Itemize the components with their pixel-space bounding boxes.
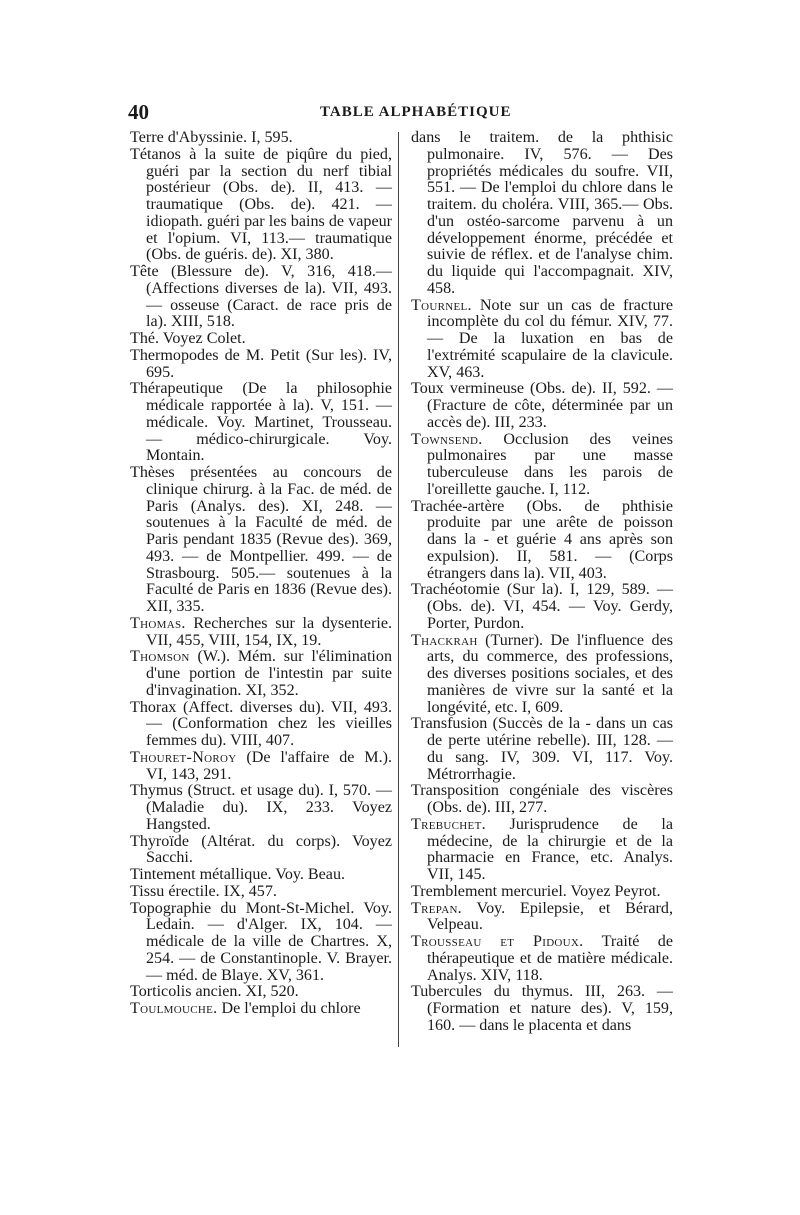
index-entry — [130, 783, 392, 833]
index-entry — [130, 834, 392, 868]
index-entry — [130, 1001, 392, 1018]
column-divider — [398, 132, 399, 1047]
entry-text: (De l'affaire de M.). VI, 143, 291. — [146, 748, 392, 783]
entry-text: Thérapeutique (De la philosophie médicale rapportée à la). V, 151. — médicale. Voy. Martinet, Trousseau. — médico-chirurgicale. Voy. Montain. — [130, 380, 392, 465]
index-entry — [411, 432, 673, 499]
index-entry — [130, 700, 392, 750]
entry-text: Occlusion des veines pulmonaires par une masse tuberculeuse dans les parois de l'oreillette gauche. I, 112. — [427, 430, 673, 498]
index-entry — [130, 381, 392, 465]
index-entry — [411, 783, 673, 817]
entry-text: Tremblement mercuriel. Voyez Peyrot. — [411, 882, 661, 900]
index-entry — [411, 716, 673, 783]
entry-text: Note sur un cas de fracture incomplète du col du fémur. XIV, 77. — De la luxation en bas de l'extrémité scapulaire de la clavicule. XV, 463. — [427, 296, 673, 381]
index-entry — [411, 984, 673, 1034]
left-column — [130, 130, 392, 1215]
entry-text: Torticolis ancien. XI, 520. — [130, 983, 299, 1001]
index-entry — [411, 381, 673, 431]
entry-text: Transfusion (Succès de la - dans un cas de perte utérine rebelle). III, 128. — du sang. IV, 309. VI, 117. Voy. Métrorrhagie. — [411, 715, 673, 783]
index-entry — [411, 817, 673, 884]
entry-text: Topographie du Mont-St-Michel. Voy. Ledain. — d'Alger. IX, 104. — médicale de la ville de Chartres. X, 254. — de Constantinople. V. Brayer. — méd. de Blaye. XV, 361. — [130, 899, 392, 984]
entry-head: Thomson — [130, 648, 190, 666]
page-number: 40 — [128, 100, 149, 124]
entry-text: Trachée-artère (Obs. de phthisie produite par une arête de poisson dans la - et guérie 4 ans après son expulsion). II, 581. — (Corps étrangers dans la). VII, 403. — [411, 497, 673, 582]
entry-head: Trousseau et Pidoux. — [411, 933, 584, 950]
index-entry — [130, 901, 392, 985]
entry-text: Recherches sur la dysenterie. VII, 455, VIII, 154, IX, 19. — [146, 614, 392, 649]
entry-text: Thermopodes de M. Petit (Sur les). IV, 695. — [130, 346, 392, 381]
entry-text: Trachéotomie (Sur la). I, 129, 589. — (Obs. de). VI, 454. — Voy. Gerdy, Porter, Purdon. — [411, 581, 673, 632]
index-entry — [411, 934, 673, 984]
page-header — [0, 100, 800, 124]
entry-head: Trebuchet. — [411, 815, 486, 833]
entry-head: Townsend. — [411, 430, 483, 448]
index-entry — [130, 867, 392, 884]
index-entry — [130, 984, 392, 1001]
entry-text: De l'emploi du chlore — [217, 1000, 361, 1017]
entry-text: Tubercules du thymus. III, 263. — (Formation et nature des). V, 159, 160. — dans le placenta et dans — [411, 983, 673, 1034]
entry-text: Tétanos à la suite de piqûre du pied, guéri par la section du nerf tibial postérieur (Obs. de). II, 413. — traumatique (Obs. de). 421. — idiopath. guéri par les bains de vapeur et l'opium. VI, 113.— traumatique (Obs. de guéris. de). XI, 380. — [130, 145, 392, 264]
index-entry — [411, 901, 673, 935]
index-entry — [411, 884, 673, 901]
entry-head: Tournel. — [411, 296, 472, 314]
entry-text: Thé. Voyez Colet. — [130, 330, 246, 347]
index-entry — [130, 649, 392, 699]
index-entry — [411, 499, 673, 583]
entry-head: Thouret-Noroy — [130, 748, 237, 766]
entry-text: (W.). Mém. sur l'élimination d'une portion de l'intestin par suite d'invagination. XI, 352. — [146, 648, 392, 699]
right-column — [411, 130, 673, 1215]
entry-text: Jurisprudence de la médecine, de la chirurgie et de la pharmacie en France, etc. Analys. VII, 145. — [427, 815, 673, 883]
entry-text: Traité de thérapeutique et de matière médicale. Analys. XIV, 118. — [427, 933, 673, 984]
entry-text: Terre d'Abyssinie. I, 595. — [130, 129, 293, 146]
index-entry — [130, 465, 392, 616]
index-entry — [130, 750, 392, 784]
entry-text: Thyroïde (Altérat. du corps). Voyez Sacchi. — [130, 832, 392, 867]
index-entry — [130, 348, 392, 382]
entry-text: Thèses présentées au concours de clinique chirurg. à la Fac. de méd. de Paris (Analys. des). XI, 248. — soutenues à la Faculté de méd. de Paris pendant 1835 (Revue des). 369, 493. — de Montpellier. 499. — de Strasbourg. 505.— soutenues à la Faculté de Paris en 1836 (Revue des). XII, 335. — [130, 464, 392, 615]
index-entry — [130, 616, 392, 650]
entry-head: Thackrah — [411, 631, 478, 649]
index-entry — [130, 884, 392, 901]
index-entry — [411, 298, 673, 382]
entry-text: Tintement métallique. Voy. Beau. — [130, 866, 346, 883]
entry-text: Thorax (Affect. diverses du). VII, 493. — (Conformation chez les vieilles femmes du). VIII, 407. — [130, 698, 392, 749]
entry-text: Voy. Epilepsie, et Bérard, Velpeau. — [427, 899, 673, 934]
entry-text: Tissu érectile. IX, 457. — [130, 882, 277, 900]
index-entry — [411, 130, 673, 298]
entry-text: Tête (Blessure de). V, 316, 418.—(Affections diverses de la). VII, 493.— osseuse (Caract. de race pris de la). XIII, 518. — [130, 263, 392, 331]
index-entry — [130, 147, 392, 264]
running-head: TABLE ALPHABÉTIQUE — [320, 104, 512, 120]
entry-text: Transposition congéniale des viscères (Obs. de). III, 277. — [411, 782, 673, 816]
index-entry — [130, 130, 392, 147]
entry-text: dans le traitem. de la phthisic pulmonaire. IV, 576. — Des propriétés médicales du soufre. VII, 551. — De l'emploi du chlore dans le traitem. du choléra. VIII, 365.— Obs. d'un ostéo-sarcome parvenu à un développement énorme, précédée et suivie de réflex. et de l'analyse chim. du liquide qui l'accompagnait. XIV, 458. — [411, 129, 673, 297]
entry-head: Toulmouche. — [130, 1000, 218, 1017]
entry-text: Toux vermineuse (Obs. de). II, 592. —(Fracture de côte, déterminée par un accès de). III, 233. — [411, 380, 673, 431]
index-entry — [130, 331, 392, 348]
index-entry — [411, 633, 673, 717]
entry-head: Trepan. — [411, 899, 463, 917]
entry-text: Thymus (Struct. et usage du). I, 570. — (Maladie du). IX, 233. Voyez Hangsted. — [130, 782, 392, 833]
entry-head: Thomas. — [130, 614, 186, 632]
index-entry — [130, 264, 392, 331]
entry-text: (Turner). De l'influence des arts, du commerce, des professions, des diverses positions sociales, et des manières de vivre sur la santé et la longévité, etc. I, 609. — [427, 631, 673, 716]
index-entry — [411, 582, 673, 632]
